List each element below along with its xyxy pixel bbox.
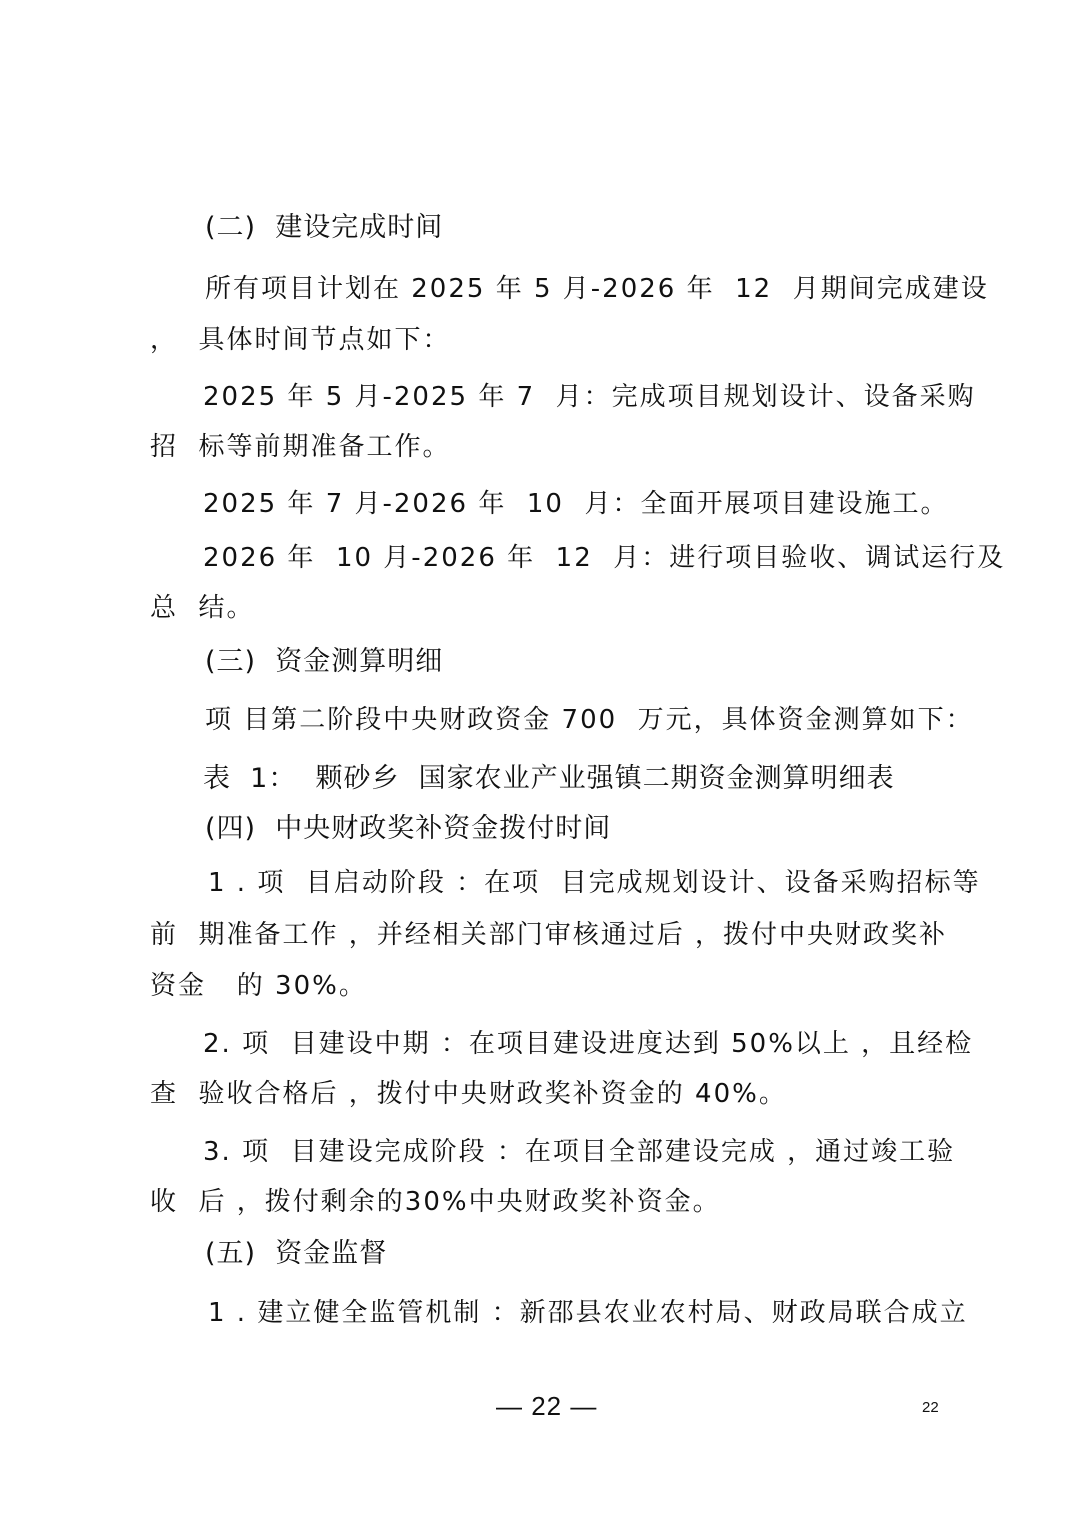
paragraph-line: 2026 年 10 月-2026 年 12 月：进行项目验收、调试运行及	[203, 543, 1006, 573]
paragraph-line: 2. 项 目建设中期 ：在项目建设进度达到 50%以上 ，且经检	[203, 1029, 974, 1059]
section-heading-4: (四) 中央财政奖补资金拨付时间	[205, 813, 612, 844]
paragraph-line: 1 . 项 目启动阶段 ：在项 目完成规划设计、设备采购招标等	[208, 868, 981, 898]
table-caption: 表 1： 颗砂乡 国家农业产业强镇二期资金测算明细表	[203, 763, 895, 794]
page-number-corner: 22	[922, 1399, 939, 1416]
paragraph-line: 查 验收合格后 ，拨付中央财政奖补资金的 40%。	[150, 1079, 787, 1109]
section-heading-3: (三) 资金测算明细	[205, 646, 444, 677]
paragraph-line: 前 期准备工作 ，并经相关部门审核通过后 ，拨付中央财政奖补	[150, 920, 948, 950]
paragraph-line: 总 结。	[150, 593, 255, 623]
paragraph-line: 2025 年 5 月-2025 年 7 月：完成项目规划设计、设备采购	[203, 382, 976, 412]
paragraph-line: 资金 的 30%。	[150, 971, 367, 1001]
paragraph-line: 2025 年 7 月-2026 年 10 月：全面开展项目建设施工。	[203, 489, 949, 519]
paragraph-line: 1 . 建立健全监管机制 ：新邵县农业农村局、财政局联合成立	[208, 1298, 968, 1328]
section-heading-2: (二) 建设完成时间	[205, 212, 444, 243]
paragraph-line: 3. 项 目建设完成阶段 ：在项目全部建设完成 ，通过竣工验	[203, 1137, 956, 1167]
page-number-center: — 22 —	[496, 1391, 598, 1421]
paragraph-line: 收 后 ，拨付剩余的30%中央财政奖补资金。	[150, 1187, 721, 1217]
paragraph-line: 所有项目计划在 2025 年 5 月-2026 年 12 月期间完成建设	[205, 274, 989, 304]
section-heading-5: (五) 资金监督	[205, 1238, 388, 1269]
paragraph-line: ， 具体时间节点如下：	[150, 325, 451, 355]
paragraph-line: 招 标等前期准备工作。	[150, 432, 451, 462]
paragraph-line: 项 目第二阶段中央财政资金 700 万元，具体资金测算如下：	[205, 705, 974, 735]
